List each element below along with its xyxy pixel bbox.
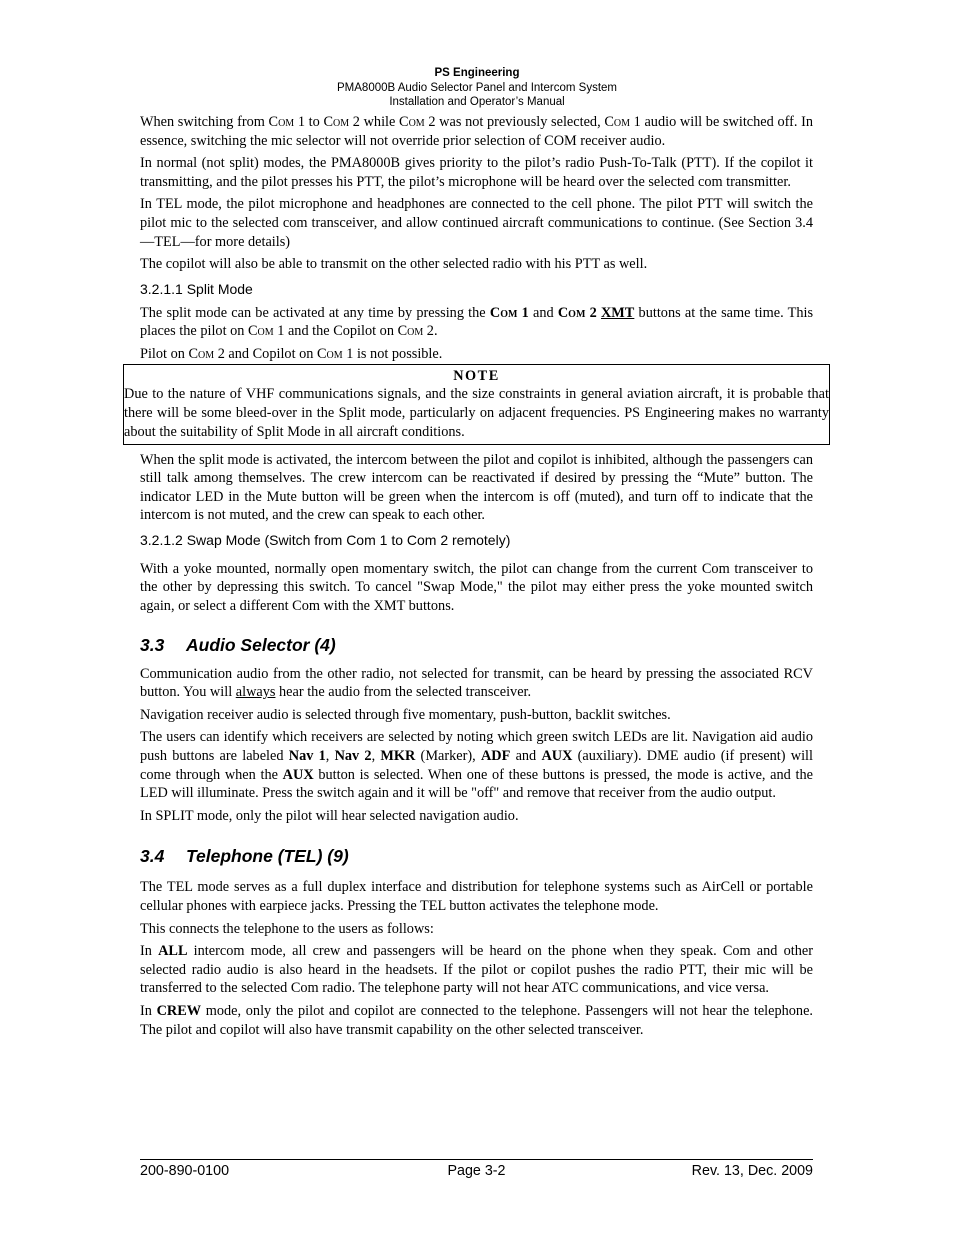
note-box (123, 364, 830, 445)
paragraph-split-nav-audio: In SPLIT mode, only the pilot will hear selected navigation audio. (140, 807, 519, 824)
paragraph-nav-switches: Navigation receiver audio is selected through five momentary, push-button, backlit switches. (140, 706, 671, 723)
paragraph-tel-interface: The TEL mode serves as a full duplex interface and distribution for telephone systems such as AirCell or portable cellular phones with earpiece jacks. Pressing the TEL button activates the telephone mode. (140, 879, 813, 915)
footer-page-number: Page 3-2 (447, 1163, 506, 1179)
footer-revision: Rev. 13, Dec. 2009 (691, 1163, 813, 1179)
note-text: Due to the nature of VHF communications signals, and the size constraints in general aviation aircraft, it is probable that there will be some bleed-over in the Split mode, particularly on adjacent frequencies. PS Engineering makes no warranty about the suitability of Split Mode in all aircraft conditions. (124, 386, 829, 440)
header-company: PS Engineering (434, 67, 520, 79)
subsection-heading-split-mode: 3.2.1.1 Split Mode (140, 280, 253, 297)
section-heading-audio-selector: 3.3 Audio Selector (4) (140, 634, 336, 655)
paragraph-tel-mode: In TEL mode, the pilot microphone and headphones are connected to the cell phone. The pilot PTT will switch the pilot mic to the selected com transceiver, and allow continued aircraft communications to continue. (See Section 3.4 —TEL—for more details) (140, 196, 813, 250)
paragraph-split-intercom: When the split mode is activated, the intercom between the pilot and copilot is inhibited, although the passengers can still talk among themselves. The crew intercom can be reactivated if desired by pressing the “Mute” button. The indicator LED in the Mute button will be green when the intercom is off (muted), and turn off to indicate that the intercom is not muted, and the crew can speak to each other. (140, 451, 813, 524)
paragraph-tel-connects: This connects the telephone to the users as follows: (140, 920, 434, 937)
paragraph-rcv-audio: Communication audio from the other radio, not selected for transmit, can be heard by pressing the associated RCV button. You will always hear the audio from the selected transceiver. (140, 665, 813, 701)
section-heading-telephone: 3.4 Telephone (TEL) (9) (140, 846, 349, 867)
page-header (0, 66, 954, 110)
note-title: NOTE (453, 367, 500, 384)
paragraph-ptt-priority: In normal (not split) modes, the PMA8000B gives priority to the pilot’s radio Push-To-Talk (PTT). If the copilot it transmitting, and the pilot presses his PTT, the pilot’s microphone will be heard over the selected com transmitter. (140, 155, 813, 190)
header-manual: Installation and Operator’s Manual (389, 96, 565, 108)
subsection-heading-swap-mode: 3.2.1.2 Swap Mode (Switch from Com 1 to Com 2 remotely) (140, 531, 511, 548)
page-footer (140, 1159, 813, 1179)
page-content (124, 113, 829, 1043)
paragraph-copilot-transmit: The copilot will also be able to transmit on the other selected radio with his PTT as well. (140, 256, 648, 273)
paragraph-split-not-possible: Pilot on Com 2 and Copilot on Com 1 is not possible. (140, 345, 443, 362)
paragraph-split-activation: The split mode can be activated at any time by pressing the Com 1 and Com 2 XMT buttons at the same time. This places the pilot on Com 1 and the Copilot on Com 2. (140, 304, 814, 340)
header-product: PMA8000B Audio Selector Panel and Intercom System (337, 81, 617, 94)
paragraph-crew-mode: In CREW mode, only the pilot and copilot are connected to the telephone. Passengers will not hear the telephone. The pilot and copilot will also have transmit capability on the other selected transceiver. (140, 1002, 813, 1038)
paragraph-all-mode: In ALL intercom mode, all crew and passengers will be heard on the phone when they speak. Com and other selected radio audio is also heard in the headsets. If the pilot or copilot pushes the radio PTT, their mic will be transferred to the selected Com radio. The telephone party will not hear ATC communications, and vice versa. (140, 943, 813, 997)
paragraph-swap-mode: With a yoke mounted, normally open momentary switch, the pilot can change from the current Com transceiver to the other by depressing this switch. To cancel "Swap Mode," the pilot may either press the yoke mounted switch again, or select a different Com with the XMT buttons. (140, 560, 813, 615)
paragraph-nav-buttons: The users can identify which receivers are selected by noting which green switch LEDs are lit. Navigation aid audio push buttons are labeled Nav 1, Nav 2, MKR (Marker), ADF and AUX (auxiliary). DME audio (if present) will come through when the AUX button is selected. When one of these buttons is pressed, the mode is active, and the LED will illuminate. Press the switch again and it will be "off" and remove that receiver from the audio output. (140, 729, 813, 802)
paragraph-com-switching: When switching from Com 1 to Com 2 while Com 2 was not previously selected, Com 1 audio will be switched off. In essence, switching the mic selector will not override prior selection of COM receiver audio. (140, 114, 814, 149)
footer-document-number: 200-890-0100 (140, 1163, 230, 1179)
